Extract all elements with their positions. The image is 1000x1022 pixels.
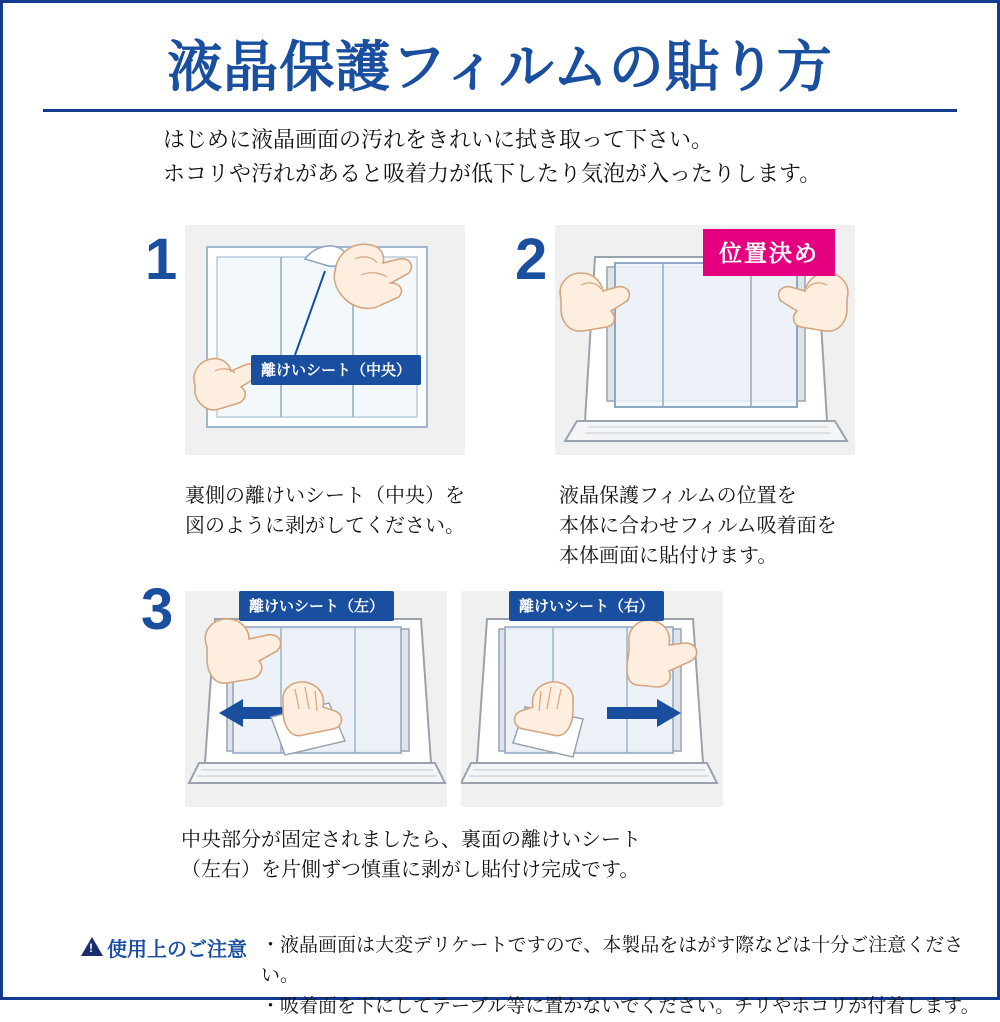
lead-line-1: はじめに液晶画面の汚れをきれいに拭き取って下さい。 <box>163 127 714 152</box>
step-1-illustration <box>185 225 465 455</box>
step-2-number: 2 <box>515 227 548 292</box>
step-3-caption-line-1: 中央部分が固定されましたら、裏面の離けいシート <box>181 829 641 851</box>
step-2-badge: 位置決め <box>703 229 835 276</box>
step-3-right-illustration <box>461 591 723 807</box>
step-3-number: 3 <box>141 577 174 642</box>
lead-text <box>163 123 821 191</box>
step-3-tag-right: 離けいシート（右） <box>509 591 664 621</box>
step-1-number: 1 <box>145 227 178 292</box>
step-3-caption <box>181 825 641 885</box>
step-2-caption <box>559 481 837 571</box>
warning-icon <box>81 937 103 956</box>
step-3-left-illustration <box>185 591 447 807</box>
step-1-caption-line-2: 図のように剥がしてください。 <box>185 515 465 537</box>
title-divider <box>43 109 957 112</box>
step-3-panel-left <box>185 591 447 807</box>
step-1-tag: 離けいシート（中央） <box>251 355 421 385</box>
footer-note-2: ・吸着面を下にしてテーブル等に置かないでください。チリやホコリが付着します。 <box>261 995 980 1017</box>
lead-line-2: ホコリや汚れがあると吸着力が低下したり気泡が入ったりします。 <box>163 161 822 187</box>
step-3-panel-right <box>461 591 723 807</box>
step-1-caption-line-1: 裏側の離けいシート（中央）を <box>185 485 465 507</box>
step-3-caption-line-2: （左右）を片側ずつ慎重に剥がし貼付け完成です。 <box>181 859 640 881</box>
step-2-caption-line-2: 本体に合わせフィルム吸着面を <box>559 515 837 537</box>
step-1-panel <box>185 225 465 455</box>
footer-notes <box>261 931 997 1022</box>
step-3-tag-left: 離けいシート（左） <box>239 591 394 621</box>
step-1-caption <box>185 481 465 541</box>
footer-heading: 使用上のご注意 <box>107 939 247 961</box>
page-title: 液晶保護フィルムの貼り方 <box>167 36 833 98</box>
step-2-caption-line-3: 本体画面に貼付けます。 <box>559 545 778 567</box>
footer-note-1: ・液晶画面は大変デリケートですので、本製品をはがす際などは十分ご注意ください。 <box>261 935 964 987</box>
step-2-caption-line-1: 液晶保護フィルムの位置を <box>559 485 797 507</box>
